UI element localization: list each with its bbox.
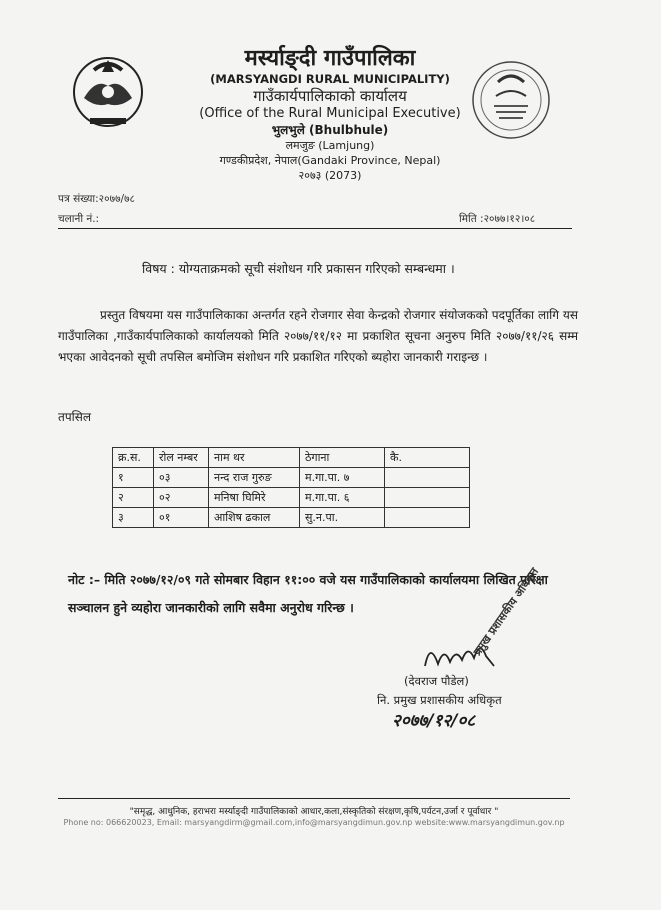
office-name-english: (Office of the Rural Municipal Executive) — [199, 106, 461, 121]
col-roll-number: रोल नम्बर — [154, 448, 209, 468]
cell-roll: ०३ — [154, 468, 209, 488]
cell-serial: १ — [113, 468, 154, 488]
header-block — [180, 42, 480, 183]
office-district: लमजुङ (Lamjung) — [285, 139, 375, 152]
cell-serial: ३ — [113, 508, 154, 528]
office-province: गण्डकीप्रदेश, नेपाल(Gandaki Province, Nepal) — [219, 154, 441, 167]
letter-body: प्रस्तुत विषयमा यस गाउँपालिकाका अन्तर्गत रहने रोजगार सेवा केन्द्रको रोजगार संयोजकको पदपूर्तिका लागि यस गाउँपालिका ,गाउँकार्यपालिकाको कार्यालयको मिति २०७७/११/१२ मा प्रकाशित सूचना अनुरुप मिति २०७७/११/२६ सम्म भएका आवेदनको सूची तपसिल बमोजिम संशोधन गरि प्रकाशित गरिएको ब्यहोरा जानकारी गराइन्छ । — [58, 308, 578, 364]
col-serial: क्र.स. — [113, 448, 154, 468]
office-name-nepali: गाउँकार्यपालिकाको कार्यालय — [253, 87, 407, 105]
cell-name: मनिषा घिमिरे — [209, 488, 300, 508]
cell-name: आशिष ढकाल — [209, 508, 300, 528]
office-place: भुलभुले (Bhulbhule) — [271, 123, 389, 137]
exam-notice: नोट :– मिति २०७७/१२/०९ गते सोमबार विहान ११:०० वजे यस गाउँपालिकाको कार्यालयमा लिखित परिक्षा सञ्चालन हुने व्यहोरा जानकारीको लागि सवैमा अनुरोध गरिन्छ । — [68, 572, 548, 615]
cell-remarks — [385, 488, 470, 508]
org-name-english: (MARSYANGDI RURAL MUNICIPALITY) — [210, 72, 450, 86]
letter-subject: विषय : योग्यताक्रमको सूची संशोधन गरि प्रकासन गरिएको सम्बन्धमा । — [142, 261, 455, 276]
org-name-nepali: मर्स्याङ्दी गाउँपालिका — [244, 46, 416, 71]
cell-remarks — [385, 508, 470, 528]
candidate-list-table — [112, 447, 470, 528]
signatory-title: नि. प्रमुख प्रशासकीय अधिकृत — [377, 693, 502, 707]
cell-roll: ०१ — [154, 508, 209, 528]
cell-address: म.गा.पा. ७ — [300, 468, 385, 488]
table-row — [113, 468, 470, 488]
tapasil-label: तपसिल — [58, 410, 92, 424]
footer-contact: Phone no: 066620023, Email: marsyangdirm@gmail.com,info@marsyangdimun.gov.np website:www.marsyangdimun.gov.np — [63, 818, 565, 827]
cell-remarks — [385, 468, 470, 488]
table-header-row — [113, 448, 470, 468]
nepal-emblem-logo — [66, 48, 150, 132]
letter-date: मिति :२०७७।१२।०८ — [459, 213, 536, 225]
signatory-name: (देवराज पौडेल) — [404, 674, 469, 688]
signature-date: २०७७/१२/०८ — [392, 711, 476, 731]
table-row — [113, 488, 470, 508]
officer-stamp: प्रमुख प्रशासकीय अधिकृत — [470, 565, 542, 659]
header-divider — [58, 228, 572, 229]
footer-motto: "समृद्ध, आधुनिक, हराभरा मर्स्याङ्दी गाउँपालिकाको आधार,कला,संस्कृतिको संरक्षण,कृषि,पर्यटन,उर्जा र पूर्वाधार " — [129, 807, 499, 817]
cell-roll: ०२ — [154, 488, 209, 508]
cell-name: नन्द राज गुरुङ — [209, 468, 300, 488]
office-established-year: २०७३ (2073) — [298, 169, 362, 182]
footer-divider — [58, 798, 570, 799]
cell-serial: २ — [113, 488, 154, 508]
col-name: नाम थर — [209, 448, 300, 468]
col-address: ठेगाना — [300, 448, 385, 468]
col-remarks: कै. — [385, 448, 470, 468]
office-seal-stamp — [466, 52, 556, 152]
table-row — [113, 508, 470, 528]
letter-number: पत्र संख्या:२०७७/७८ — [58, 193, 135, 205]
cell-address: सु.न.पा. — [300, 508, 385, 528]
dispatch-number: चलानी नं.: — [58, 213, 100, 225]
cell-address: म.गा.पा. ६ — [300, 488, 385, 508]
